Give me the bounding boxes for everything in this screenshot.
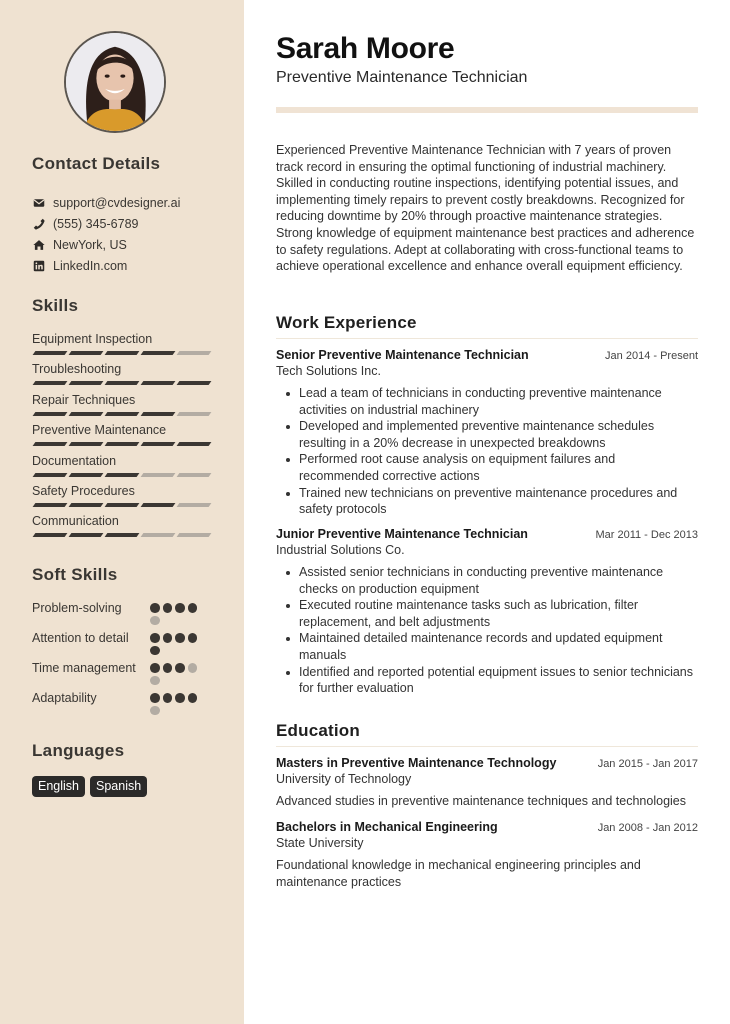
rating-dot-filled <box>175 693 185 703</box>
skill-level-bar <box>32 533 217 537</box>
skill-level-bar <box>32 473 217 477</box>
candidate-title: Preventive Maintenance Technician <box>276 69 528 86</box>
skill-item <box>32 331 217 361</box>
rating-dot-empty <box>150 616 160 626</box>
contact-location-text: NewYork, US <box>53 237 127 252</box>
skill-label: Repair Techniques <box>32 392 136 407</box>
skill-segment-empty <box>177 503 212 507</box>
skill-segment-filled <box>105 533 140 537</box>
job-bullets <box>276 564 698 697</box>
rating-dot-empty <box>150 676 160 686</box>
rating-dot-filled <box>175 603 185 613</box>
skill-level-bar <box>32 351 217 355</box>
contact-linkedin-text: LinkedIn.com <box>53 258 128 273</box>
languages-heading: Languages <box>32 741 125 760</box>
skill-segment-filled <box>105 473 140 477</box>
work-entry <box>276 526 698 697</box>
envelope-icon <box>32 196 45 209</box>
rating-dot-filled <box>188 693 198 703</box>
candidate-name: Sarah Moore <box>276 32 455 65</box>
rating-dot-filled <box>150 663 160 673</box>
skill-segment-filled <box>177 381 212 385</box>
soft-skill-item <box>32 690 212 715</box>
soft-skill-label: Time management <box>32 661 136 675</box>
skill-segment-filled <box>33 442 68 446</box>
job-company: Tech Solutions Inc. <box>276 364 381 378</box>
degree-description: Foundational knowledge in mechanical engineering principles and maintenance practices <box>276 858 641 889</box>
job-bullet: Maintained detailed maintenance records and updated equipment manuals <box>276 630 698 663</box>
job-bullets <box>276 385 698 518</box>
work-experience-heading: Work Experience <box>276 313 417 332</box>
skill-label: Documentation <box>32 453 117 468</box>
contact-phone-text: (555) 345-6789 <box>53 216 139 231</box>
phone-icon <box>32 217 45 230</box>
skill-segment-filled <box>69 533 104 537</box>
rating-dot-filled <box>175 633 185 643</box>
skill-segment-filled <box>141 503 176 507</box>
job-bullet: Executed routine maintenance tasks such as lubrication, filter replacement, and belt adjustments <box>276 597 698 630</box>
soft-skill-label: Adaptability <box>32 691 97 705</box>
rating-dot-filled <box>150 603 160 613</box>
soft-skill-rating <box>150 630 202 655</box>
soft-skill-item <box>32 630 212 655</box>
skill-item <box>32 392 217 422</box>
skill-level-bar <box>32 381 217 385</box>
job-bullet: Lead a team of technicians in conducting preventive maintenance activities on industrial machinery <box>276 385 698 418</box>
job-role: Senior Preventive Maintenance Technician <box>276 348 529 362</box>
soft-skill-item <box>32 600 212 625</box>
soft-skill-label: Problem-solving <box>32 601 122 615</box>
skill-segment-filled <box>69 503 104 507</box>
skill-item <box>32 422 217 452</box>
skill-segment-filled <box>69 473 104 477</box>
skill-segment-filled <box>69 442 104 446</box>
degree-name: Masters in Preventive Maintenance Technology <box>276 756 557 770</box>
contact-linkedin[interactable] <box>32 255 232 276</box>
rating-dot-filled <box>150 693 160 703</box>
skill-item <box>32 361 217 391</box>
skill-segment-filled <box>33 412 68 416</box>
rating-dot-empty <box>150 706 160 716</box>
soft-skill-rating <box>150 690 202 715</box>
job-role: Junior Preventive Maintenance Technician <box>276 527 528 541</box>
skills-list <box>32 331 217 544</box>
skill-item <box>32 453 217 483</box>
language-badge: Spanish <box>90 776 147 797</box>
soft-skills-list <box>32 600 212 720</box>
soft-skill-rating <box>150 660 202 685</box>
sidebar <box>0 0 244 1024</box>
skill-segment-filled <box>105 381 140 385</box>
skill-segment-filled <box>141 351 176 355</box>
skill-segment-filled <box>69 351 104 355</box>
rating-dot-filled <box>150 633 160 643</box>
skill-level-bar <box>32 503 217 507</box>
linkedin-icon <box>32 259 45 272</box>
language-badge: English <box>32 776 85 797</box>
skill-segment-filled <box>141 381 176 385</box>
degree-name: Bachelors in Mechanical Engineering <box>276 820 498 834</box>
rating-dot-filled <box>188 633 198 643</box>
skill-segment-filled <box>141 412 176 416</box>
skill-segment-filled <box>105 442 140 446</box>
work-experience-divider <box>276 338 698 339</box>
profile-summary: Experienced Preventive Maintenance Technician with 7 years of proven track record in ensuring the optimal functioning of industrial machinery. Skilled in conducting routine inspections, identifying potential issues, and implementing timely repairs to prevent costly breakdowns. Recognized for reducing downtime by 20% through proactive maintenance strategies. Strong knowledge of equipment maintenance best practices and adherence to safety regulations. Adept at collaborating with cross-functional teams to achieve operational excellence and enhance overall equipment efficiency. <box>276 143 695 274</box>
rating-dot-filled <box>163 693 173 703</box>
job-bullet: Assisted senior technicians in conducting preventive maintenance checks on production equipment <box>276 564 698 597</box>
job-date: Mar 2011 - Dec 2013 <box>595 529 698 541</box>
skill-label: Communication <box>32 514 119 529</box>
job-bullet: Identified and reported potential equipment issues to senior technicians for further evaluation <box>276 664 698 697</box>
degree-date: Jan 2008 - Jan 2012 <box>597 822 698 834</box>
skill-level-bar <box>32 412 217 416</box>
skill-label: Safety Procedures <box>32 483 135 498</box>
job-bullet: Trained new technicians on preventive maintenance procedures and safety protocols <box>276 485 698 518</box>
skill-segment-filled <box>33 473 68 477</box>
contact-phone[interactable] <box>32 213 232 234</box>
skill-segment-filled <box>33 381 68 385</box>
skill-level-bar <box>32 442 217 446</box>
contact-email-text: support@cvdesigner.ai <box>53 195 181 210</box>
skill-segment-filled <box>141 442 176 446</box>
contact-list <box>32 192 232 276</box>
skill-segment-filled <box>105 412 140 416</box>
job-company: Industrial Solutions Co. <box>276 543 405 557</box>
skills-heading: Skills <box>32 296 79 315</box>
contact-location <box>32 234 232 255</box>
rating-dot-filled <box>188 603 198 613</box>
skill-segment-filled <box>33 351 68 355</box>
job-bullet: Developed and implemented preventive maintenance schedules resulting in a 20% decrease in unexpected breakdowns <box>276 418 698 451</box>
school-name: University of Technology <box>276 772 412 786</box>
contact-details-heading: Contact Details <box>32 154 161 173</box>
skill-segment-filled <box>69 381 104 385</box>
soft-skill-rating <box>150 600 202 625</box>
degree-description: Advanced studies in preventive maintenance techniques and technologies <box>276 794 686 808</box>
rating-dot-filled <box>150 646 160 656</box>
soft-skill-item <box>32 660 212 685</box>
job-bullet: Performed root cause analysis on equipment failures and recommended corrective actions <box>276 451 698 484</box>
rating-dot-filled <box>163 603 173 613</box>
avatar <box>64 31 166 133</box>
rating-dot-filled <box>163 633 173 643</box>
education-divider <box>276 746 698 747</box>
skill-segment-filled <box>105 503 140 507</box>
skill-segment-filled <box>177 442 212 446</box>
skill-segment-empty <box>177 412 212 416</box>
skill-label: Troubleshooting <box>32 362 122 377</box>
education-entry <box>276 755 698 810</box>
home-icon <box>32 238 45 251</box>
skill-label: Equipment Inspection <box>32 332 153 346</box>
languages-list <box>32 776 147 797</box>
education-entry <box>276 819 698 890</box>
skill-label: Preventive Maintenance <box>32 423 167 438</box>
header-divider <box>276 107 698 113</box>
skill-item <box>32 513 217 543</box>
education-heading: Education <box>276 721 360 740</box>
skill-segment-filled <box>69 412 104 416</box>
skill-item <box>32 483 217 513</box>
school-name: State University <box>276 836 364 850</box>
work-entry <box>276 347 698 518</box>
profile-photo <box>66 33 164 131</box>
skill-segment-filled <box>33 503 68 507</box>
degree-date: Jan 2015 - Jan 2017 <box>597 758 698 770</box>
skill-segment-filled <box>105 351 140 355</box>
soft-skill-label: Attention to detail <box>32 631 129 645</box>
contact-email[interactable] <box>32 192 232 213</box>
skill-segment-filled <box>33 533 68 537</box>
skill-segment-empty <box>177 473 212 477</box>
skill-segment-empty <box>177 351 212 355</box>
skill-segment-empty <box>141 473 176 477</box>
rating-dot-filled <box>163 663 173 673</box>
skill-segment-empty <box>141 533 176 537</box>
skill-segment-empty <box>177 533 212 537</box>
job-date: Jan 2014 - Present <box>605 350 698 362</box>
soft-skills-heading: Soft Skills <box>32 565 118 584</box>
rating-dot-empty <box>188 663 198 673</box>
rating-dot-filled <box>175 663 185 673</box>
